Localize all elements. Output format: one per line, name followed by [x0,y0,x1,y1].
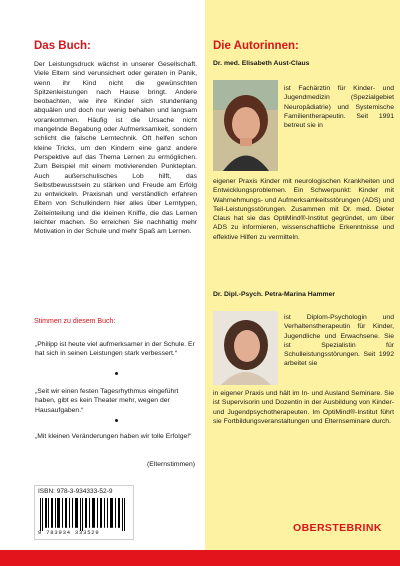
barcode-icon [38,498,129,531]
left-panel [0,0,205,550]
isbn-number: ISBN: 978-3-934333-52-9 [38,488,113,495]
bottom-red-bar [0,550,400,566]
author2-bio: in eigener Praxis und hält im In- und Ausland Seminare. Sie ist Supervisorin und Dozentin in der Ausbildung von Kinder- und Jugendpsychotherapeuten. Im OptiMind®-Institut führt sie Fortbildungsveranstaltungen und Elternseminare durch. [213,390,394,425]
quote-source: (Elternstimmen) [147,461,195,468]
bullet-dot [115,419,118,422]
author1-photo [213,80,278,171]
author2-bio-side: ist Diplom-Psychologin und Verhaltenstherapeutin für Kinder, Jugendliche und Erwachsene. Sie ist Spezialistin für Schulleistungsstörungen. Seit 1992 arbeitet sie [284,314,394,368]
authors-heading: Die Autorinnen: [213,40,299,52]
barcode-digits: 9 783934 333529 [38,529,100,536]
isbn-barcode-box [34,485,134,540]
publisher-logo: OBERSTEBRINK [293,522,382,534]
bullet-dot [115,372,118,375]
quote-1: „Philipp ist heute viel aufmerksamer in der Schule. Er hat sich in seinen Leistungen stark verbessert.“ [35,341,195,358]
author2-name: Dr. Dipl.-Psych. Petra-Marina Hammer [213,291,336,298]
book-description: Der Leistungsdruck wächst in unserer Gesellschaft. Viele Eltern sind verunsichert oder geraten in Panik, wenn ihr Kind nicht die gewünschten Spitzenleistungen nach Hause bringt. Andere beobachten, wie ihre Kinder sich stundenlang abquälen und doch nur wenig behalten und langsam vorankommen. Häufig ist die Ursache nicht mangelnde Begabung oder Aufmerksamkeit, sondern schlicht die falsche Lerntechnik. Oft helfen schon kleine Tricks, um den Kindern eine ganz andere Perspektive auf das Thema Lernen zu ermöglichen. Zum Beispiel mit einem motivierenden Punkteplan. Auch außerschulisches Lob hilft, das Selbstbewusstsein zu stärken und Freude am Erfolg zu entwickeln. Praxisnah und verständlich erfahren Eltern von Schulkindern hier alles über Lerntypen, Zeiteinteilung und die kleinen Kniffe, die das Lernen leichter machen. So erreichen Sie nachhaltig mehr Motivation in der Schule und mehr Spaß am Lernen. [34,61,197,236]
book-heading: Das Buch: [34,40,91,52]
right-panel [205,0,400,550]
quote-2: „Seit wir einen festen Tagesrhythmus eingeführt haben, gibt es kein Theater mehr, wegen der Hausaufgaben.“ [35,388,179,414]
author1-name: Dr. med. Elisabeth Aust-Claus [213,60,310,67]
quotes-heading: Stimmen zu diesem Buch: [34,318,116,325]
quote-3: „Mit kleinen Veränderungen haben wir tolle Erfolge!“ [35,433,192,440]
author1-bio: eigener Praxis Kinder mit neurologischen Krankheiten und Entwicklungsproblemen. Ein Schwerpunkt: Kinder mit Wahrnehmungs- und Aufmerksamkeitsstörungen (ADS) und Teil-Leistungsstörungen. Zusammen mit Dr. med. Dieter Claus hat sie das OptiMind®-Institut gegründet, um über ADS zu informieren, wissenschaftliche Erkenntnisse und effektive Hilfen zu vermitteln. [213,178,394,241]
author1-bio-side: ist Fachärztin für Kinder- und Jugendmedizin (Spezialgebiet Neuropädiatrie) und Systemische Familientherapeutin. Seit 1991 betreut sie in [284,85,394,130]
author2-photo [213,311,278,385]
